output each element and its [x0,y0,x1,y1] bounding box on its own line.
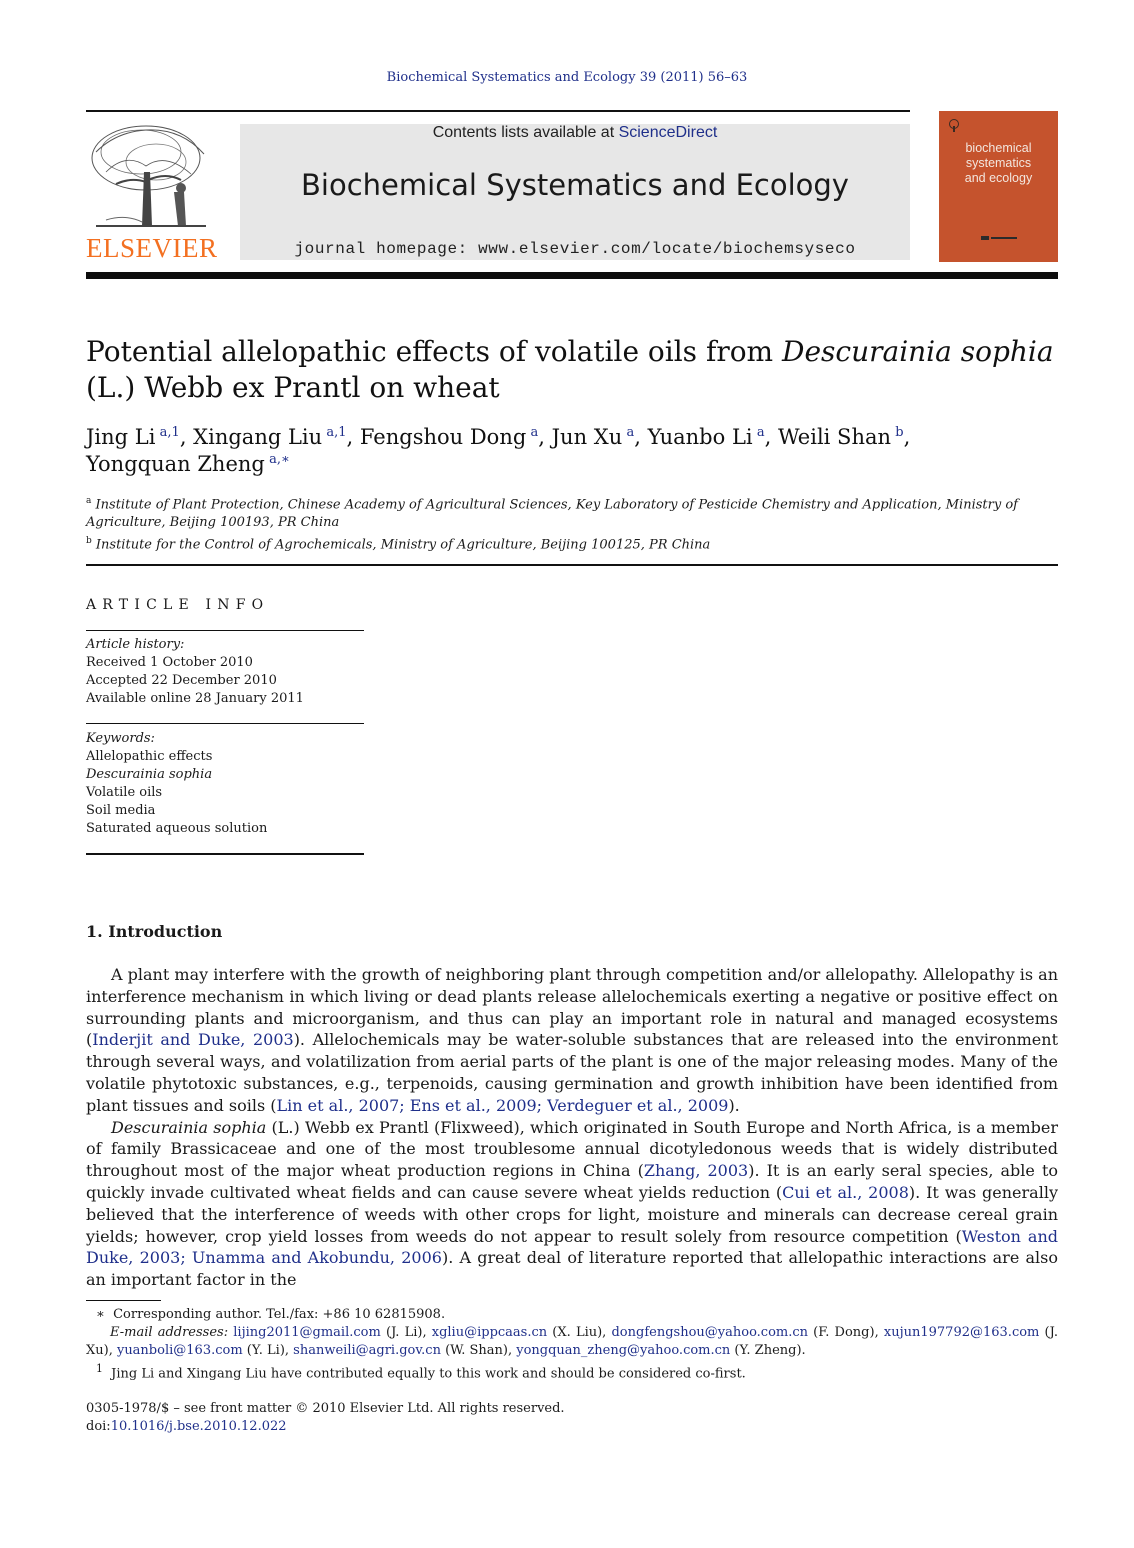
journal-name: Biochemical Systematics and Ecology [301,168,849,202]
author-name: Yuanbo Li [647,425,753,449]
paragraph [86,1117,1058,1291]
email-link[interactable]: xujun197792@163.com [883,1325,1040,1340]
journal-reference-link[interactable]: Biochemical Systematics and Ecology 39 (2011) 56–63 [386,70,748,85]
email-owner: (W. Shan), [440,1343,517,1358]
email-link[interactable]: yuanboli@163.com [116,1343,243,1358]
email-addresses [86,1324,1058,1360]
doi-link[interactable]: 10.1016/j.bse.2010.12.022 [110,1419,287,1434]
paragraph-text: ). It is an early seral species, able to quickly invade cultivated wheat fields and can cause severe wheat yields reduction ( [86,1161,1059,1202]
author-name: Jun Xu [551,425,623,449]
cover-title [939,141,1058,186]
affiliation-a: $^a$ Institute of Plant Protection, Chinese Academy of Agricultural Sciences, Key Laboratory of Pesticide Chemistry and Application, Ministry of Agriculture, Beijing 100193, PR China [86,496,1018,531]
keyword: Descurainia sophia [86,767,213,782]
article-info-rule [86,723,364,724]
paragraph-text: ). [728,1095,740,1115]
section-rule [86,564,1058,566]
author-separator: , [346,425,360,449]
email-owner: (J. Xu), [86,1325,1058,1358]
title-species: Descurainia sophia [782,335,1054,368]
citation-link[interactable]: Zhang, 2003 [643,1161,749,1181]
article-info-heading: ARTICLE INFO [86,597,270,613]
article-info-rule [86,853,364,855]
header-thick-rule [86,272,1058,279]
copyright-line: 0305-1978/$ – see front matter © 2010 Elsevier Ltd. All rights reserved. [86,1401,565,1416]
journal-cover-thumbnail[interactable] [939,111,1058,262]
paragraph-text: ). A great deal of literature reported that allelopathic interactions are also an important factor in the [86,1248,1059,1290]
doi-line [86,1418,1058,1436]
author-separator: , [903,425,911,449]
author-name: Fengshou Dong [359,425,527,449]
paragraph [86,964,1058,1117]
email-link[interactable]: lijing2011@gmail.com [233,1325,381,1340]
paragraph-text: (L.) Webb ex Prantl (Flixweed), which originated in South Europe and North Africa, is a member of family Brassicaceae and one of the most troublesome annual dicotyledonous weeds that is widely distributed throughout most of the major wheat production regions in China ( [86,1117,1059,1181]
author-affiliation-mark[interactable]: a [626,425,635,440]
top-rule [86,110,910,112]
article-info-rule [86,630,364,631]
keywords-block [86,730,386,838]
received-date: Received 1 October 2010 [86,655,253,670]
paragraph-text: ). It was generally believed that the interference of weeds with other crops for light, moisture and minerals can decrease cereal grain yields; however, crop yield losses from weeds do not appear to result solely from resource competition ( [86,1182,1058,1246]
contents-prefix: Contents lists available at [432,124,619,141]
author-separator: , [764,425,778,449]
contents-line [240,124,910,142]
sciencedirect-mark-icon [979,233,1019,243]
author-separator: , [634,425,648,449]
online-date: Available online 28 January 2011 [86,691,304,706]
footnote-text: Jing Li and Xingang Liu have contributed equally to this work and should be considered co-first. [111,1366,746,1382]
author-name: Xingang Liu [193,425,323,449]
author-affiliation-mark[interactable]: a [756,425,765,440]
copyright-block [86,1400,1058,1436]
author-name: Jing Li [86,425,156,449]
history-label: Article history: [86,637,185,652]
email-owner: (Y. Zheng). [730,1343,806,1358]
accepted-date: Accepted 22 December 2010 [86,673,277,688]
author-separator: , [179,425,194,449]
paragraph-text: ). Allelochemicals may be water-soluble substances that are released into the environment through several ways, and volatilization from aerial parts of the plant is one of the major releasing modes. Many of the volatile phytotoxic substances, e.g., terpenoids, causing germination and growth inhibition have been identified from plant tissues and soils ( [86,1030,1059,1115]
sciencedirect-link[interactable]: ScienceDirect [618,124,718,141]
title-text: (L.) Webb ex Prantl on wheat [86,371,500,404]
paper-title [86,334,1058,406]
footnote-text: Corresponding author. Tel./fax: +86 10 62815908. [113,1307,446,1322]
cover-title-line: systematics [965,156,1032,170]
author-name: Weili Shan [777,425,892,449]
affiliation-b: $^b$ Institute for the Control of Agrochemicals, Ministry of Agriculture, Beijing 100125, PR China [86,536,711,553]
author-name: Yongquan Zheng [86,452,265,476]
citation-link[interactable]: Weston and Duke, 2003; Unamma and Akobundu, 2006 [86,1226,1059,1268]
elsevier-tree-small-icon [947,119,961,133]
author-affiliation-mark[interactable]: a,1 [326,425,347,440]
footnote-mark: ∗ [96,1307,105,1322]
article-history [86,636,386,708]
author-separator: , [538,425,552,449]
citation-link[interactable]: Cui et al., 2008 [782,1182,909,1202]
footnote-rule [86,1300,161,1301]
title-text: Potential allelopathic effects of volatile oils from [86,335,783,368]
cofirst-note [86,1360,1058,1383]
cover-title-line: and ecology [964,171,1033,185]
affiliation-text: Institute of Plant Protection, Chinese Academy of Agricultural Sciences, Key Laboratory of Pesticide Chemistry and Application, Ministry of Agriculture, Beijing 100193, PR China [86,497,1018,531]
email-link[interactable]: dongfengshou@yahoo.com.cn [611,1325,809,1340]
doi-prefix: doi: [86,1419,111,1434]
author-affiliation-mark[interactable]: a [530,425,539,440]
author-affiliation-mark[interactable]: a,∗ [269,452,290,467]
affiliation-text: Institute for the Control of Agrochemicals, Ministry of Agriculture, Beijing 100125, PR China [95,537,711,553]
cover-sciencedirect-mark [939,233,1058,245]
citation-link[interactable]: Lin et al., 2007; Ens et al., 2009; Verdeguer et al., 2009 [276,1095,729,1115]
tree-icon [86,122,212,234]
introduction-body [86,964,1058,1291]
author-list [86,424,1058,478]
journal-homepage[interactable]: journal homepage: www.elsevier.com/locate/biochemsyseco [294,240,856,258]
keyword: Allelopathic effects [86,749,213,764]
email-link[interactable]: shanweili@agri.gov.cn [293,1343,441,1358]
email-owner: (F. Dong), [808,1325,884,1340]
journal-banner [240,124,910,260]
email-label: E-mail addresses: [110,1325,229,1340]
elsevier-logo[interactable] [86,122,218,264]
elsevier-wordmark: ELSEVIER [86,233,218,263]
keyword: Volatile oils [86,785,163,800]
keyword: Soil media [86,803,156,818]
email-owner: (J. Li), [380,1325,432,1340]
corresponding-author-note [86,1306,1058,1324]
citation-link[interactable]: Inderjit and Duke, 2003 [92,1030,294,1050]
cover-title-line: biochemical [965,141,1032,155]
footnotes [86,1306,1058,1383]
email-owner: (Y. Li), [242,1343,294,1358]
species-name: Descurainia sophia [111,1117,267,1137]
email-owner: (X. Liu), [547,1325,612,1340]
author-affiliation-mark[interactable]: b [895,425,904,440]
section-heading-introduction: 1. Introduction [86,922,223,941]
affiliations [86,492,1058,555]
email-link[interactable]: xgliu@ippcaas.cn [431,1325,548,1340]
keyword: Saturated aqueous solution [86,821,268,836]
email-link[interactable]: yongquan_zheng@yahoo.com.cn [516,1343,731,1358]
footnote-mark: 1 [96,1362,103,1375]
author-affiliation-mark[interactable]: a,1 [159,425,180,440]
keywords-label: Keywords: [86,731,155,746]
paragraph-text: A plant may interfere with the growth of neighboring plant through competition and/or allelopathy. Allelopathy is an interference mechanism in which living or dead plants release allelochemicals exerting a negative or positive effect on surrounding plants and microorganism, and thus can play an important role in natural and managed ecosystems ( [86,965,1058,1050]
